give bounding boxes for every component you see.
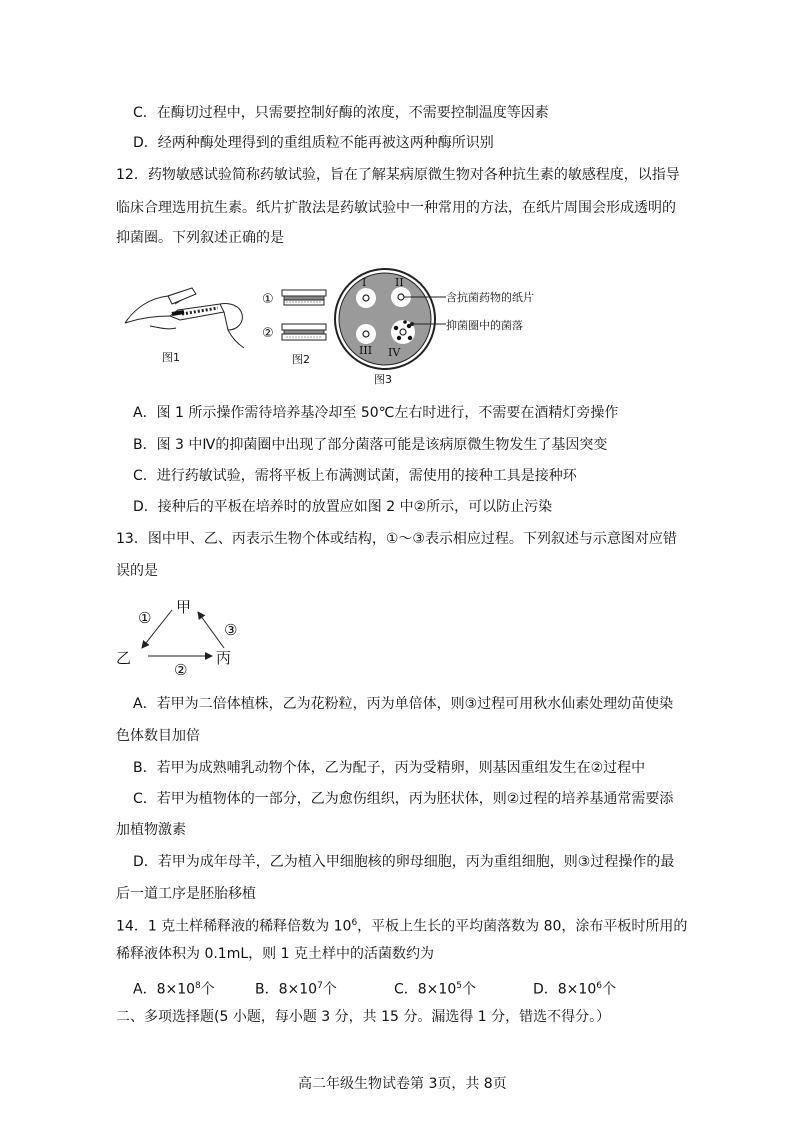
- q12-option-a: A．图 1 所示操作需待培养基冷却至 50℃左右时进行，不需要在酒精灯旁操作: [133, 405, 619, 421]
- diagram-process-3: ③: [224, 621, 238, 639]
- dish-label-i: I: [362, 276, 367, 289]
- figure-2-marker-1: ①: [262, 292, 274, 307]
- q13-option-b: B．若甲为成熟哺乳动物个体，乙为配子，丙为受精卵，则基因重组发生在②过程中: [133, 760, 646, 776]
- figure-3-pointer-lines: [400, 290, 450, 330]
- q13-stem-line1: 13．图中甲、乙、丙表示生物个体或结构，①～③表示相应过程。下列叙述与示意图对应错: [116, 531, 677, 547]
- q14-option-a-unit: 个: [200, 981, 215, 998]
- q14-option-a: [133, 976, 215, 1000]
- q11-option-d: D．经两种酶处理得到的重组质粒不能再被这两种酶所识别: [133, 135, 494, 151]
- q14-option-c-base: C．8×10: [394, 981, 457, 998]
- q14-option-c-exp: 5: [456, 981, 462, 991]
- q13-option-a-line1: A．若甲为二倍体植株，乙为花粉粒，丙为单倍体，则③过程可用秋水仙素处理幼苗使染: [133, 696, 674, 712]
- q14-stem-line1: [116, 913, 687, 937]
- figure-2-marker-2: ②: [262, 326, 274, 341]
- q14-option-d: [533, 976, 616, 1000]
- figure-2-illustration: [280, 288, 330, 350]
- q13-option-c-line1: C．若甲为植物体的一部分，乙为愈伤组织，丙为胚状体，则②过程的培养基通常需要添: [133, 791, 674, 807]
- label-antibiotic-paper: 含抗菌药物的纸片: [446, 291, 534, 304]
- q14-option-c-unit: 个: [461, 981, 476, 998]
- q13-option-a-line2: 色体数目加倍: [116, 728, 200, 744]
- q14-stem-exponent: 6: [351, 918, 358, 928]
- q14-stem-line1-text: 14．1 克土样稀释液的稀释倍数为 10: [116, 918, 352, 935]
- page-footer: 高二年级生物试卷第 3页，共 8页: [298, 1076, 507, 1092]
- q14-option-a-exp: 8: [195, 981, 201, 991]
- q12-stem-line2: 临床合理选用抗生素。纸片扩散法是药敏试验中一种常用的方法，在纸片周围会形成透明的: [116, 200, 676, 216]
- q14-option-d-exp: 6: [596, 981, 602, 991]
- q14-option-b-base: B．8×10: [255, 981, 318, 998]
- q12-option-c: C．进行药敏试验，需将平板上布满测试菌，需使用的接种工具是接种环: [133, 468, 577, 484]
- q14-option-d-base: D．8×10: [533, 981, 597, 998]
- q13-option-c-line2: 加植物激素: [116, 822, 186, 838]
- q14-stem-line1-rest: ，平板上生长的平均菌落数为 80，涂布平板时所用的: [357, 918, 688, 935]
- figure-1-illustration: [120, 278, 250, 350]
- q14-option-a-base: A．8×10: [133, 981, 196, 998]
- label-colony-in-zone: 抑菌圈中的菌落: [446, 319, 523, 332]
- q12-stem-line1: 12．药物敏感试验简称药敏试验，旨在了解某病原微生物对各种抗生素的敏感程度，以指导: [116, 167, 680, 183]
- q14-option-c: [394, 976, 476, 1000]
- section-2-heading: 二、多项选择题(5 小题，每小题 3 分，共 15 分。漏选得 1 分，错选不得分。）: [116, 1009, 611, 1025]
- q14-option-b-unit: 个: [322, 981, 337, 998]
- dish-label-iii: III: [359, 344, 373, 357]
- diagram-process-1: ①: [138, 609, 152, 627]
- figure-3-caption: 图3: [374, 373, 392, 386]
- q12-option-b: B．图 3 中Ⅳ的抑菌圈中出现了部分菌落可能是该病原微生物发生了基因突变: [133, 437, 608, 453]
- q14-option-d-unit: 个: [601, 981, 616, 998]
- q12-stem-line3: 抑菌圈。下列叙述正确的是: [116, 230, 284, 246]
- figure-2-caption: 图2: [292, 353, 310, 366]
- dish-label-iv: IV: [388, 346, 401, 359]
- dish-label-ii: II: [395, 276, 404, 289]
- q13-option-d-line2: 后一道工序是胚胎移植: [116, 886, 256, 902]
- diagram-node-jia: 甲: [176, 598, 192, 616]
- q13-option-d-line1: D．若甲为成年母羊，乙为植入甲细胞核的卵母细胞，丙为重组细胞，则③过程操作的最: [133, 854, 675, 870]
- q11-option-c: C．在酶切过程中，只需要控制好酶的浓度，不需要控制温度等因素: [133, 105, 549, 121]
- q14-stem-line2: 稀释液体积为 0.1mL，则 1 克土样中的活菌数约为: [116, 946, 434, 962]
- diagram-node-yi: 乙: [116, 649, 132, 667]
- diagram-node-bing: 丙: [216, 649, 232, 667]
- diagram-process-2: ②: [174, 661, 188, 679]
- q14-option-b-exp: 7: [317, 981, 323, 991]
- q12-option-d: D．接种后的平板在培养时的放置应如图 2 中②所示，可以防止污染: [133, 499, 553, 515]
- figure-1-caption: 图1: [162, 351, 180, 364]
- q14-option-b: [255, 976, 337, 1000]
- q13-stem-line2: 误的是: [116, 563, 158, 579]
